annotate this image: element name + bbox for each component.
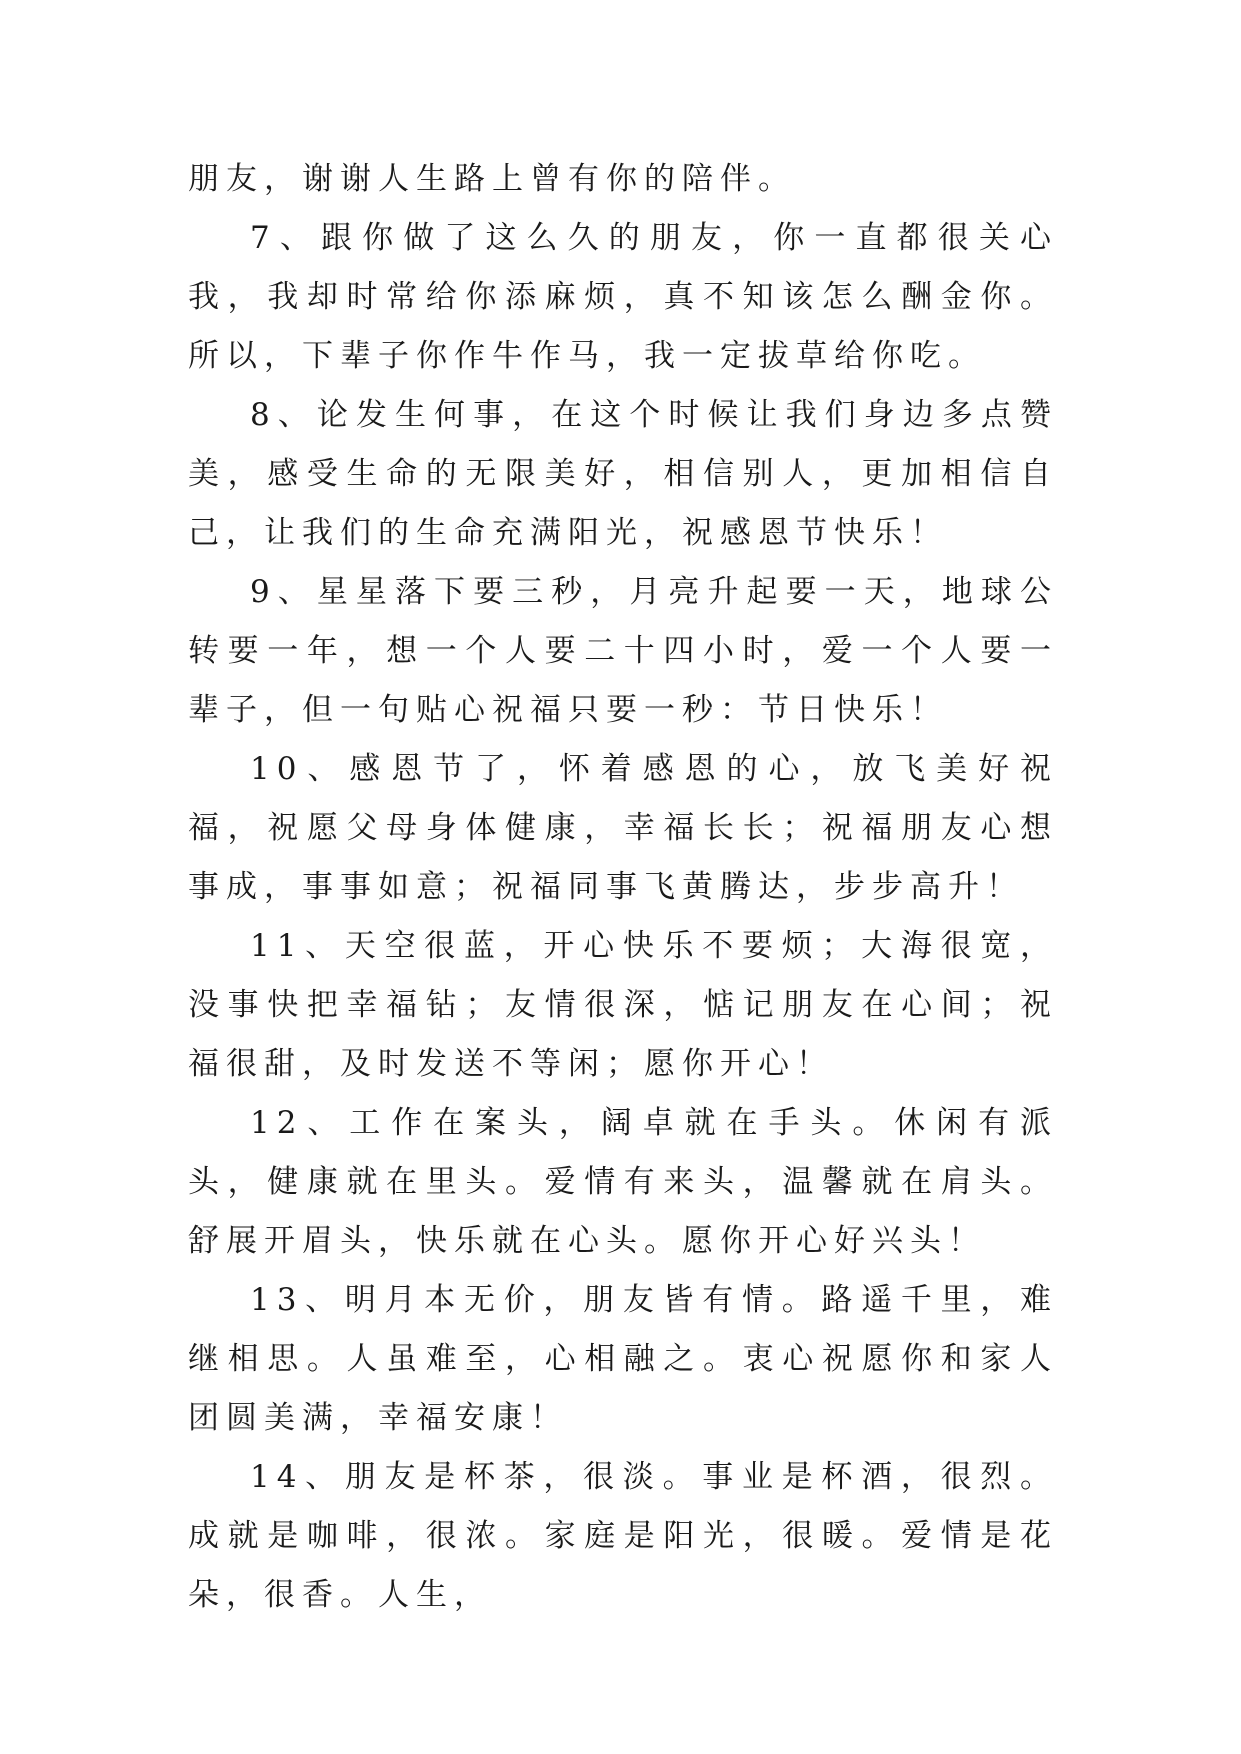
paragraph-item-12: 12、工作在案头，阔卓就在手头。休闲有派头，健康就在里头。爱情有来头，温馨就在肩头。舒展开眉头，快乐就在心头。愿你开心好兴头！	[188, 1105, 1058, 1259]
paragraph-item-9: 9、星星落下要三秒，月亮升起要一天，地球公转要一年，想一个人要二十四小时，爱一个人要一辈子，但一句贴心祝福只要一秒：节日快乐！	[188, 574, 1058, 728]
paragraph-continuation: 朋友，谢谢人生路上曾有你的陪伴。	[188, 161, 796, 197]
document-body	[188, 150, 1058, 1625]
paragraph-item-8: 8、论发生何事，在这个时候让我们身边多点赞美，感受生命的无限美好，相信别人，更加相信自己，让我们的生命充满阳光，祝感恩节快乐！	[188, 397, 1058, 551]
paragraph-item-14: 14、朋友是杯茶，很淡。事业是杯酒，很烈。成就是咖啡，很浓。家庭是阳光，很暖。爱情是花朵，很香。人生，	[188, 1459, 1058, 1613]
paragraph-item-10: 10、感恩节了，怀着感恩的心，放飞美好祝福，祝愿父母身体健康，幸福长长；祝福朋友心想事成，事事如意；祝福同事飞黄腾达，步步高升！	[188, 751, 1058, 905]
paragraph-item-11: 11、天空很蓝，开心快乐不要烦；大海很宽，没事快把幸福钻；友情很深，惦记朋友在心间；祝福很甜，及时发送不等闲；愿你开心！	[188, 928, 1058, 1082]
paragraph-item-13: 13、明月本无价，朋友皆有情。路遥千里，难继相思。人虽难至，心相融之。衷心祝愿你和家人团圆美满，幸福安康！	[188, 1282, 1058, 1436]
paragraph-item-7: 7、跟你做了这么久的朋友，你一直都很关心我，我却时常给你添麻烦，真不知该怎么酬金你。所以，下辈子你作牛作马，我一定拔草给你吃。	[188, 220, 1058, 374]
